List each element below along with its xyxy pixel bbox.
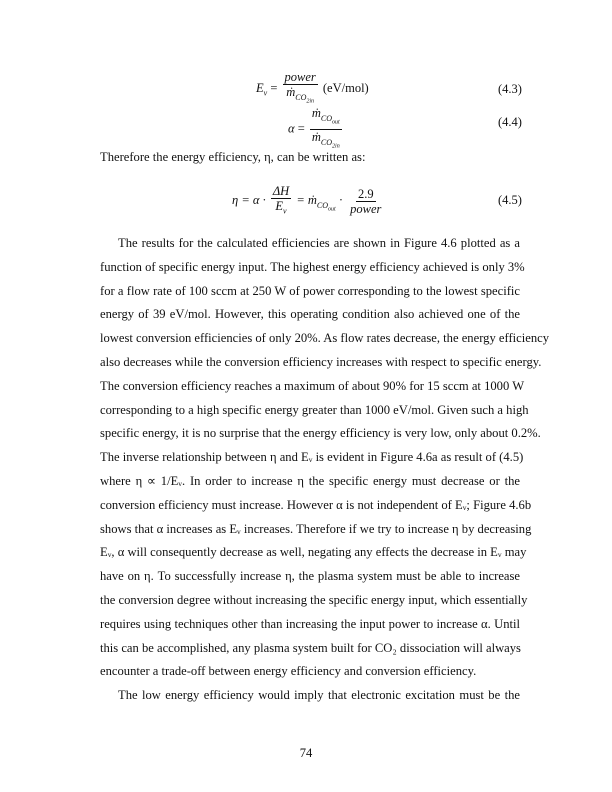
text-line: The results for the calculated efficiencies are shown in Figure 4.6 plotted as a bbox=[118, 236, 520, 250]
den-sub: CO bbox=[320, 137, 333, 147]
text-line: for a flow rate of 100 sccm at 250 W of power corresponding to the lowest specific bbox=[100, 283, 520, 298]
text-line: Eᵥ, α will consequently decrease as well, negating any effects the decrease in Eᵥ may bbox=[100, 545, 527, 560]
text-line: The inverse relationship between η and Eᵥ is evident in Figure 4.6a as result of (4.5) bbox=[100, 450, 524, 465]
text-line: corresponding to a high specific energy greater than 1000 eV/mol. Given such a high bbox=[100, 402, 529, 417]
text-line: have on η. To successfully increase η, the plasma system must be able to increase bbox=[100, 569, 520, 584]
equation-number: (4.4) bbox=[498, 115, 522, 129]
fraction bbox=[310, 106, 342, 153]
text-line: function of specific energy input. The highest energy efficiency achieved is only 3% bbox=[100, 259, 525, 274]
eq-sub: v bbox=[263, 88, 268, 98]
text-line: the conversion degree without increasing the specific energy input, which essentially bbox=[100, 593, 528, 607]
numerator: ΔH bbox=[272, 184, 290, 198]
text-line: requires using techniques other than increasing the input power to increase α. Until bbox=[100, 616, 520, 631]
equation-4-5 bbox=[232, 184, 385, 219]
fraction bbox=[348, 187, 383, 216]
text-line: lowest conversion efficiencies of only 20%. As flow rates decrease, the energy efficiency bbox=[100, 331, 550, 346]
denominator: ṁ bbox=[286, 85, 296, 99]
denominator: power bbox=[350, 201, 382, 216]
text-line: specific energy, it is no surprise that the energy efficiency is very low, only about 0.2%. bbox=[100, 426, 541, 441]
fraction bbox=[271, 184, 291, 219]
text-line: encounter a trade-off between energy efficiency and conversion efficiency. bbox=[100, 664, 477, 679]
num-sub: CO bbox=[320, 113, 333, 123]
eq-lhs: η = α · bbox=[232, 193, 266, 208]
dot-operator: · bbox=[338, 193, 344, 208]
text-line: where η ∝ 1/Eᵥ. In order to increase η the specific energy must decrease or the bbox=[100, 474, 520, 488]
den-sub2: 2in bbox=[306, 98, 315, 105]
intro-text: Therefore the energy efficiency, η, can be written as: bbox=[100, 150, 366, 164]
denominator: E bbox=[275, 199, 284, 213]
numerator: ṁ bbox=[311, 106, 321, 120]
equation-4-4: α = $\frac{ṁ_{CO_{out}}}{ṁ_{CO_{2in}}}$ bbox=[288, 106, 344, 153]
numerator: 2.9 bbox=[357, 186, 374, 201]
equation-4-3: $E_v$ = $\frac{\text{power}}{ṁ_{CO_{2in}}}$ (eV/mol) bbox=[256, 70, 369, 108]
page-number: 74 bbox=[299, 746, 313, 760]
text-line: conversion efficiency must increase. However α is not independent of Eᵥ; Figure 4.6b bbox=[100, 497, 532, 512]
mid-sub2: out bbox=[328, 206, 336, 213]
numerator: power bbox=[284, 70, 316, 84]
units: (eV/mol) bbox=[322, 80, 369, 95]
text-line: energy of 39 eV/mol. However, this operating condition also achieved one of the bbox=[100, 307, 520, 322]
text-line: also decreases while the conversion efficiency increases with respect to specific energy. bbox=[100, 355, 542, 369]
equation-number: (4.5) bbox=[498, 193, 522, 207]
mid-sub: CO bbox=[316, 200, 329, 210]
text-line: The low energy efficiency would imply that electronic excitation must be the bbox=[118, 688, 520, 703]
num-sub2: out bbox=[332, 119, 340, 126]
eq-mid: = ṁ bbox=[296, 193, 317, 208]
den-sub: v bbox=[283, 206, 287, 216]
text-line: shows that α increases as Eᵥ increases. Therefore if we try to increase η by decreasing bbox=[100, 521, 532, 536]
den-sub2: 2in bbox=[332, 143, 340, 150]
fraction bbox=[283, 70, 318, 108]
text-line: The conversion efficiency reaches a maximum of about 90% for 15 sccm at 1000 W bbox=[100, 378, 525, 393]
text-line: this can be accomplished, any plasma system built for CO₂ dissociation will always bbox=[100, 640, 521, 655]
denominator: ṁ bbox=[311, 130, 321, 145]
equation-number: (4.3) bbox=[498, 82, 522, 96]
den-sub: CO bbox=[295, 92, 307, 102]
eq-lhs: α bbox=[288, 121, 295, 136]
eq-lhs: E bbox=[256, 80, 264, 95]
